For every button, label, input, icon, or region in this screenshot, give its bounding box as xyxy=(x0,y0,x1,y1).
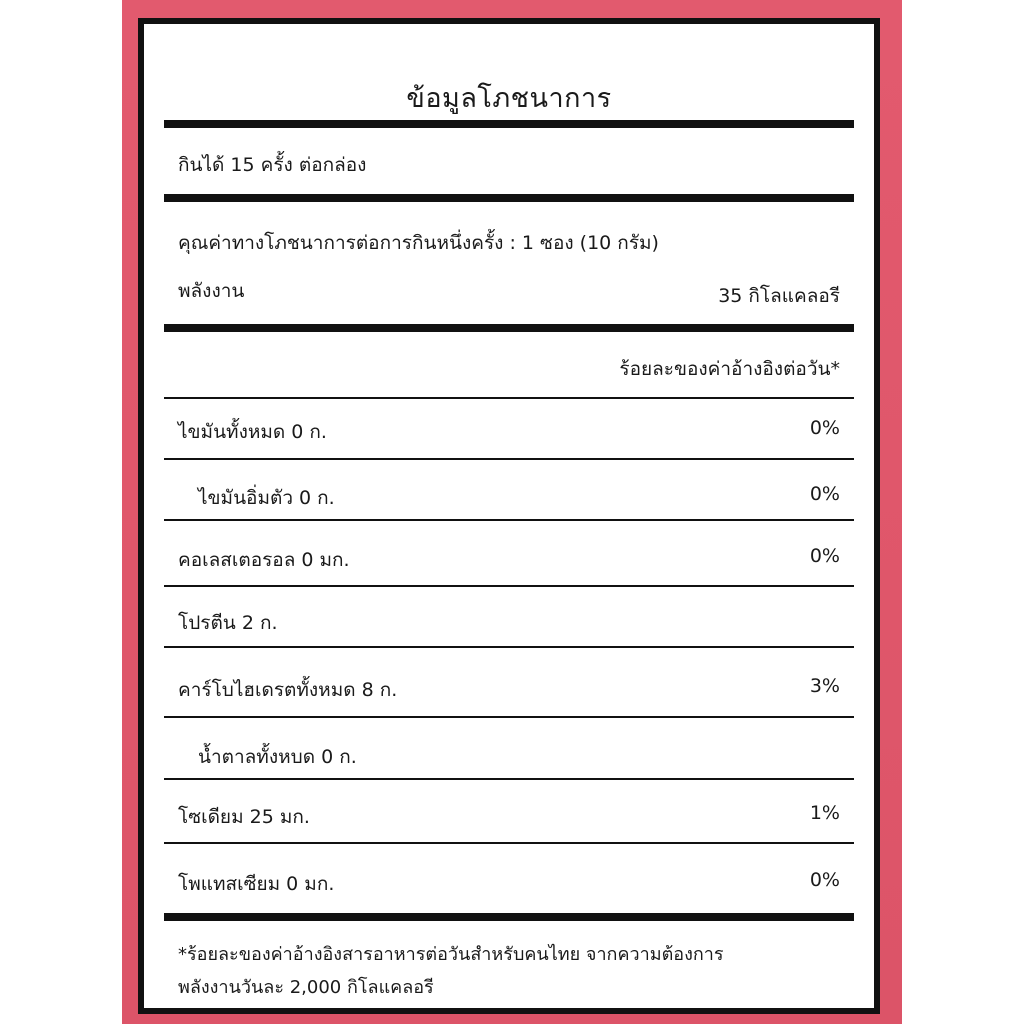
divider-thin xyxy=(164,716,854,718)
footnote-line-2: พลังงานวันละ 2,000 กิโลแคลอรี xyxy=(178,977,434,998)
divider-thick xyxy=(164,324,854,332)
nutrient-percent: 3% xyxy=(809,675,840,697)
servings-per-container: กินได้ 15 ครั้ง ต่อกล่อง xyxy=(178,154,367,176)
nutrient-percent: 0% xyxy=(809,869,840,891)
footnote-line-1: *ร้อยละของค่าอ้างอิงสารอาหารต่อวันสำหรับคนไทย จากความต้องการ xyxy=(178,944,724,965)
divider-thin xyxy=(164,519,854,521)
divider-thick xyxy=(164,120,854,128)
nutrient-name: คาร์โบไฮเดรตทั้งหมด 8 ก. xyxy=(178,679,398,701)
energy-label: พลังงาน xyxy=(178,280,245,302)
nutrient-percent: 1% xyxy=(809,802,840,824)
nutrient-percent: 0% xyxy=(809,417,840,439)
nutrient-name: ไขมันอิ่มตัว 0 ก. xyxy=(198,487,335,509)
nutrient-name: น้ำตาลทั้งหบด 0 ก. xyxy=(198,746,357,768)
divider-thin xyxy=(164,585,854,587)
energy-value: 35 กิโลแคลอรี xyxy=(718,285,840,307)
nutrition-facts-label xyxy=(138,18,880,1014)
divider-thin xyxy=(164,842,854,844)
divider-thin xyxy=(164,458,854,460)
nutrient-name: โซเดียม 25 มก. xyxy=(178,806,310,828)
divider-thin xyxy=(164,646,854,648)
serving-size: คุณค่าทางโภชนาการต่อการกินหนึ่งครั้ง : 1 ซอง (10 กรัม) xyxy=(178,232,659,254)
divider-thin xyxy=(164,397,854,399)
divider-thin xyxy=(164,778,854,780)
divider-thick xyxy=(164,194,854,202)
nutrient-name: คอเลสเตอรอล 0 มก. xyxy=(178,549,350,571)
nutrient-percent: 0% xyxy=(809,545,840,567)
divider-thick xyxy=(164,913,854,921)
nutrient-name: โพแทสเซียม 0 มก. xyxy=(178,873,335,895)
label-title: ข้อมูลโภชนาการ xyxy=(406,83,612,114)
daily-value-header: ร้อยละของค่าอ้างอิงต่อวัน* xyxy=(619,358,840,380)
nutrient-name: โปรตีน 2 ก. xyxy=(178,612,278,634)
nutrient-percent: 0% xyxy=(809,483,840,505)
nutrient-name: ไขมันทั้งหมด 0 ก. xyxy=(178,421,327,443)
